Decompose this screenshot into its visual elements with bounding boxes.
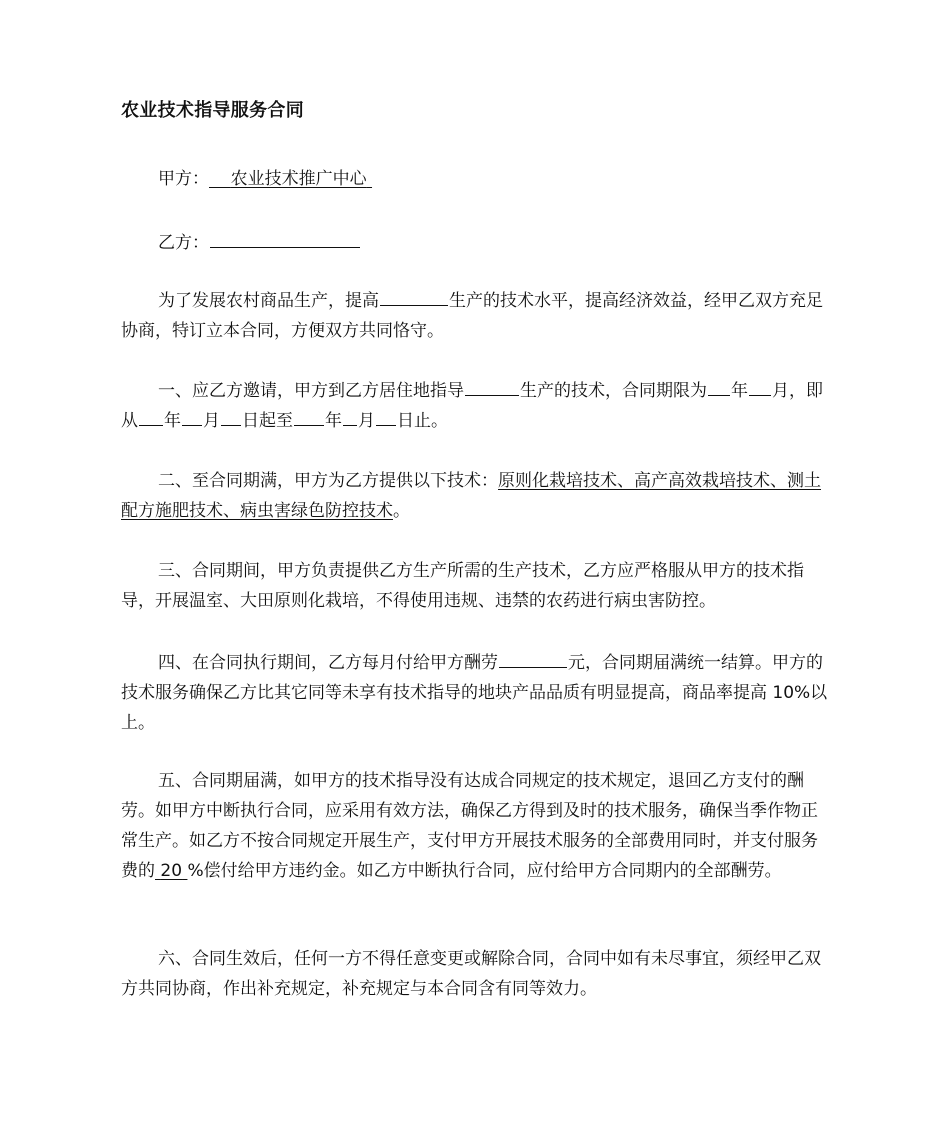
techniques-list: 原则化栽培技术、高产高效栽培技术、测土配方施肥技术、病虫害绿色防控技术	[121, 471, 821, 521]
start-day-blank	[221, 407, 241, 426]
clause-4: 四、在合同执行期间，乙方每月付给甲方酬劳 元，合同期届满统一结算。甲方的技术服务确保乙方比其它同等未享有技术指导的地块产品品质有明显提高，商品率提高 10%以上。	[121, 648, 833, 738]
party-a-label: 甲方：	[158, 169, 209, 189]
start-month-blank	[182, 407, 202, 426]
party-b-blank	[210, 229, 360, 248]
party-b-label: 乙方：	[158, 233, 209, 253]
party-a-line	[158, 164, 372, 189]
months-blank	[749, 377, 771, 396]
years-blank	[708, 377, 730, 396]
end-year-blank	[294, 407, 324, 426]
contract-title: 农业技术指导服务合同	[121, 100, 304, 121]
end-month-blank	[343, 407, 357, 426]
end-day-blank	[376, 407, 396, 426]
crop-blank	[380, 287, 448, 306]
clause-3: 三、合同期间，甲方负责提供乙方生产所需的生产技术，乙方应严格服从甲方的技术指导，开展温室、大田原则化栽培，不得使用违规、违禁的农药进行病虫害防控。	[121, 561, 804, 611]
guide-crop-blank	[465, 377, 519, 396]
clause-6: 六、合同生效后，任何一方不得任意变更或解除合同，合同中如有未尽事宜，须经甲乙双方共同协商，作出补充规定，补充规定与本合同含有同等效力。	[121, 949, 821, 999]
clause-1: 一、应乙方邀请，甲方到乙方居住地指导 生产的技术，合同期限为 年 月，即从 年 月 日起至 年 月 日止。	[121, 376, 833, 436]
party-a-value: 农业技术推广中心	[230, 169, 367, 189]
party-b-line	[158, 228, 361, 253]
fee-blank	[499, 649, 567, 668]
intro-paragraph: 为了发展农村商品生产，提高 生产的技术水平，提高经济效益，经甲乙双方充足协商，特订立本合同，方便双方共同恪守。	[121, 286, 833, 346]
clause-5: 五、合同期届满，如甲方的技术指导没有达成合同规定的技术规定，退回乙方支付的酬劳。如甲方中断执行合同，应采用有效方法，确保乙方得到及时的技术服务，确保当季作物正常生产。如乙方不按合同规定开展生产，支付甲方开展技术服务的全部费用同时，并支付服务费的 20 %偿付给甲方违约金。如乙方中断执行合同，应付给甲方合同期内的全部酬劳。	[121, 771, 818, 881]
start-year-blank	[139, 407, 163, 426]
clause-2: 二、至合同期满，甲方为乙方提供以下技术：原则化栽培技术、高产高效栽培技术、测土配方施肥技术、病虫害绿色防控技术。	[121, 471, 821, 521]
penalty-percent: 20	[160, 861, 183, 881]
